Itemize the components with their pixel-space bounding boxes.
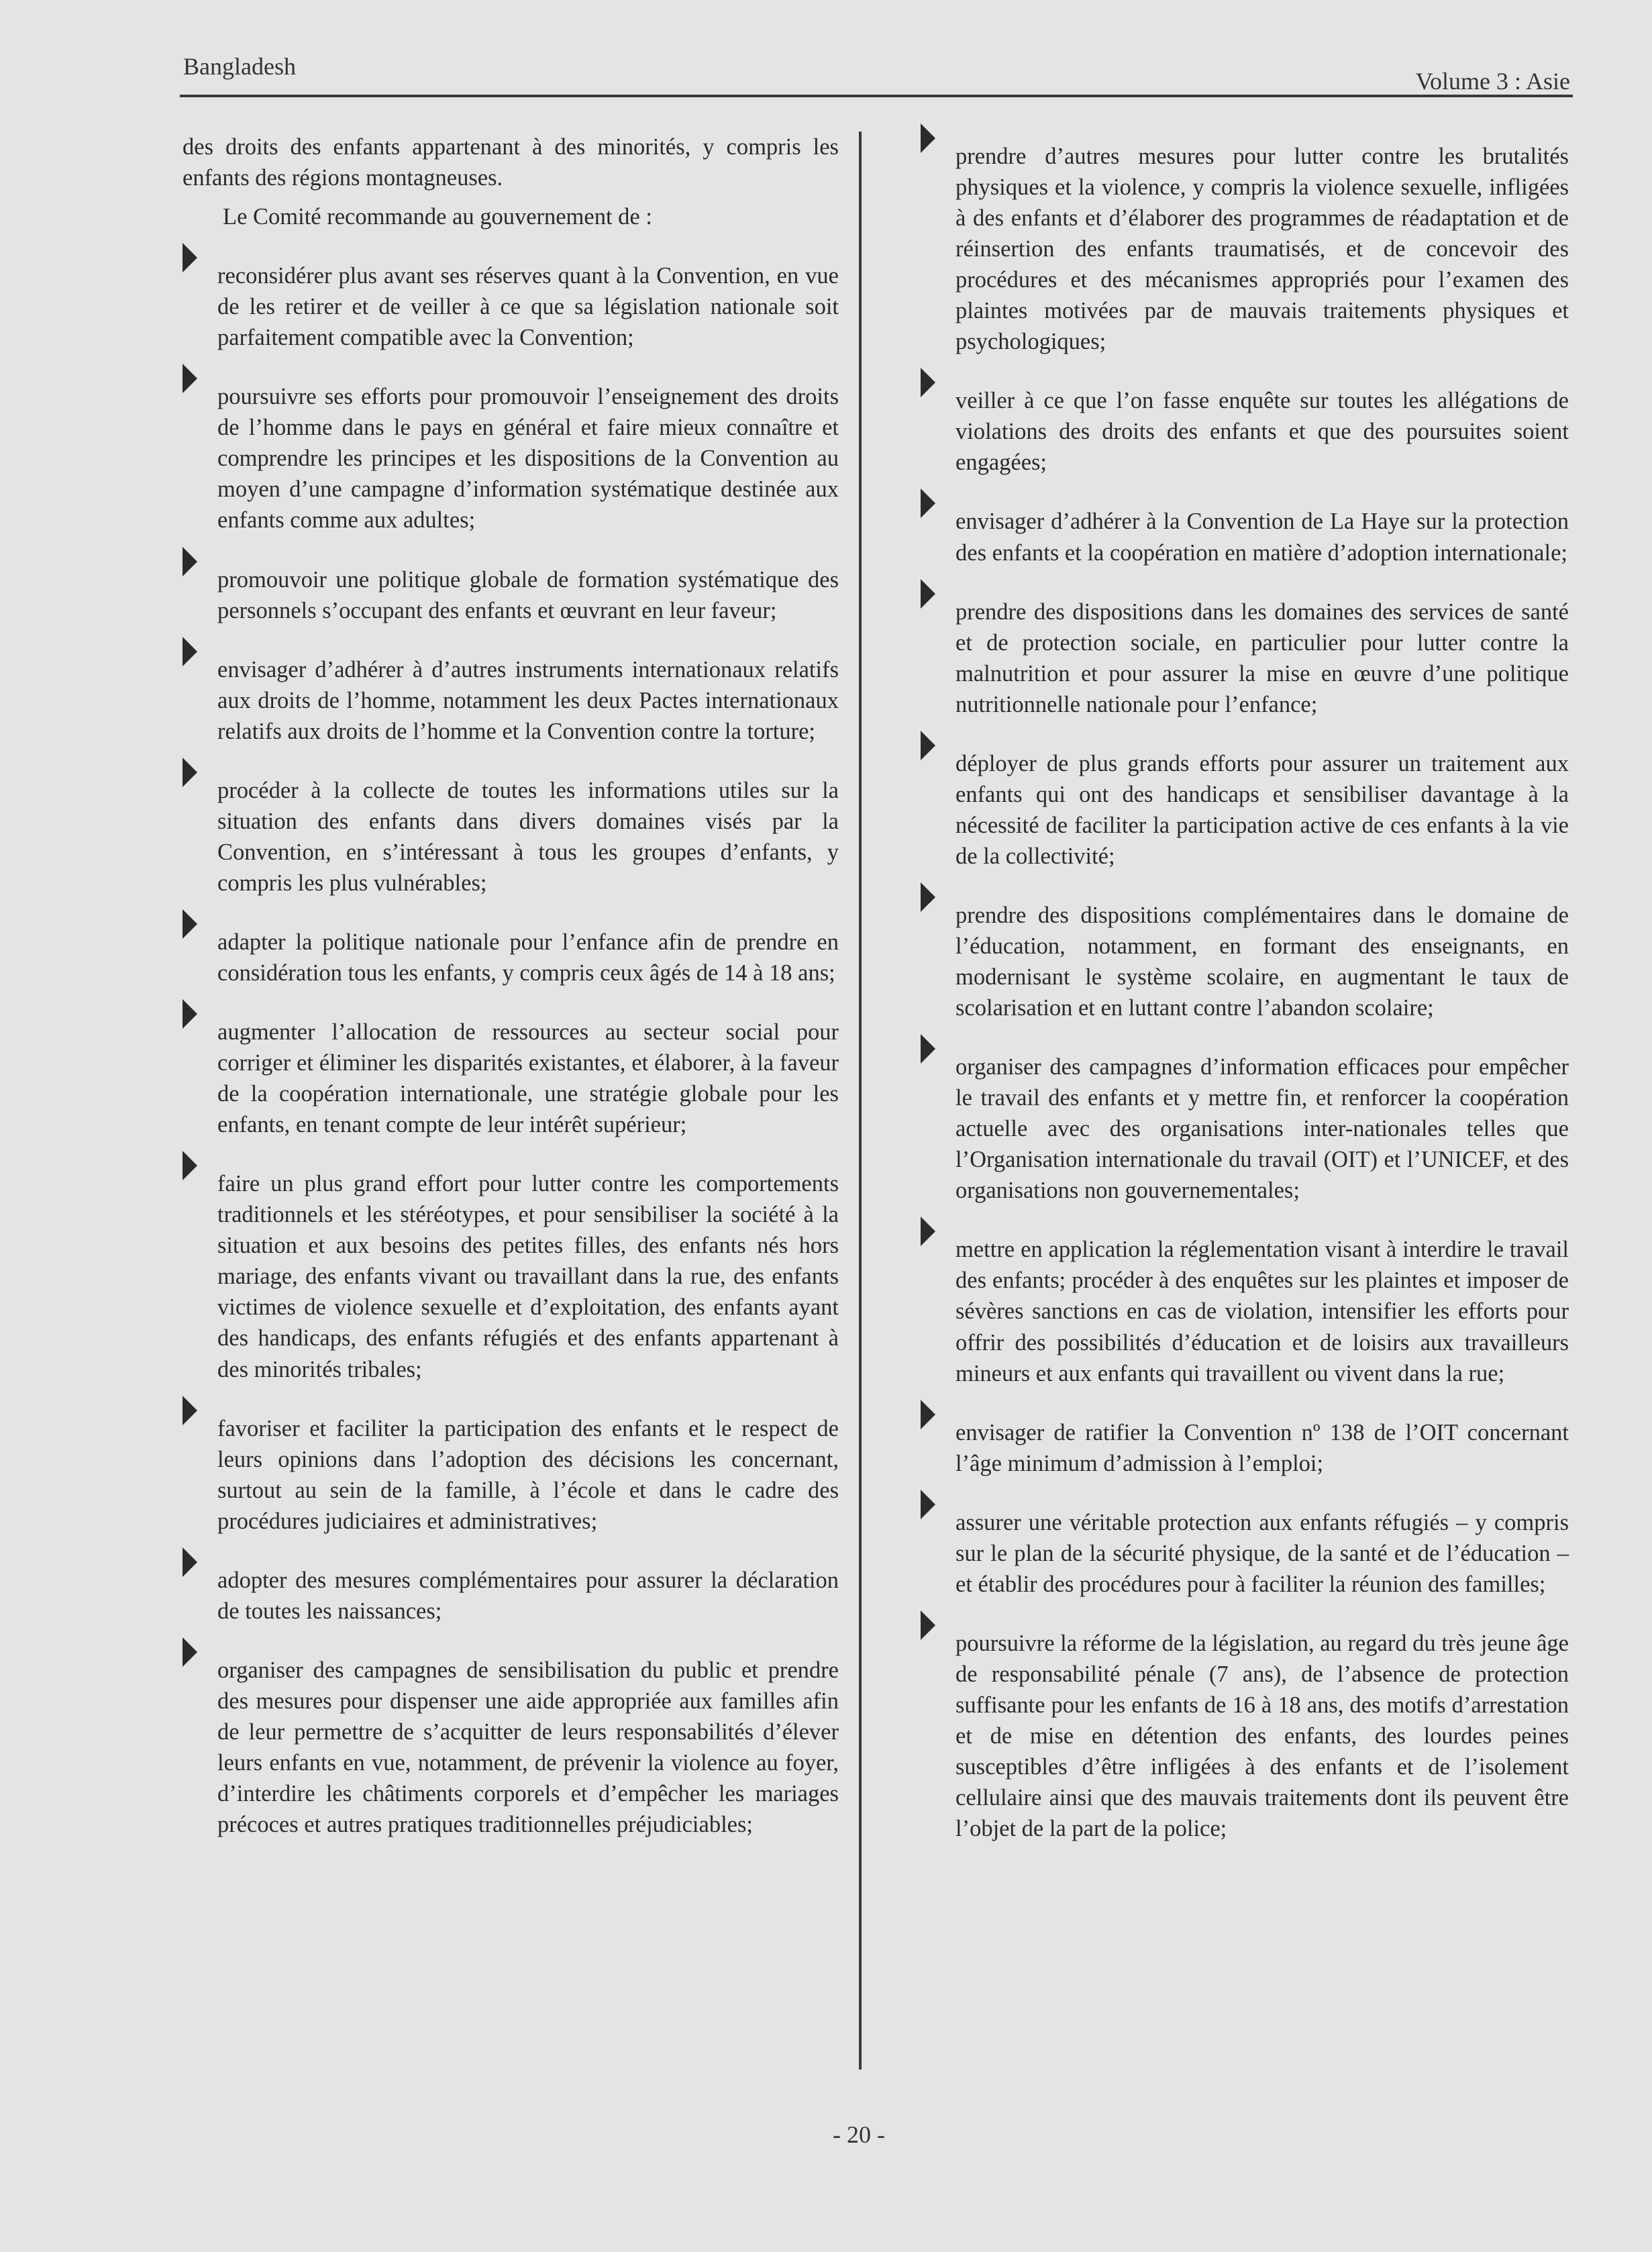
list-item-text: prendre des dispositions complémentaires dans le domaine de l’éducation, notamment, en formant des enseignants, en modernisant le système scolaire, en augmentant le taux de scolarisation et en luttant contre l’abandon scolaire; (956, 902, 1569, 1021)
triangle-bullet-icon (921, 1490, 935, 1519)
column-divider (859, 132, 862, 2069)
list-item (183, 1168, 839, 1384)
list-item (921, 141, 1569, 357)
list-item (183, 381, 839, 535)
list-item (921, 385, 1569, 478)
list-item (921, 748, 1569, 872)
list-item-text: envisager d’adhérer à d’autres instruments internationaux relatifs aux droits de l’homme, notamment les deux Pactes internationaux relatifs aux droits de l’homme et la Convention contre la torture; (217, 656, 839, 744)
triangle-bullet-icon (183, 999, 197, 1029)
triangle-bullet-icon (921, 489, 935, 518)
list-item (183, 1655, 839, 1840)
triangle-bullet-icon (183, 547, 197, 576)
list-item (183, 1017, 839, 1140)
triangle-bullet-icon (921, 368, 935, 397)
list-item-text: poursuivre la réforme de la législation, au regard du très jeune âge de responsabilité pénale (7 ans), de l’absence de protection suffisante pour les enfants de 16 à 18 ans, des motifs d’arrestation et de mise en détention des enfants, des lourdes peines susceptibles d’être infligées à des enfants et de l’isolement cellulaire ainsi que des mauvais traitements dont ils peuvent être l’objet de la part de la police; (956, 1630, 1569, 1842)
list-item (921, 900, 1569, 1023)
list-item (183, 927, 839, 988)
list-item-text: procéder à la collecte de toutes les informations utiles sur la situation des enfants dans divers domaines visés par la Convention, en s’intéressant à tous les groupes d’enfants, y compris les plus vulnérables; (217, 777, 839, 896)
triangle-bullet-icon (921, 1217, 935, 1246)
list-item-text: envisager d’adhérer à la Convention de La Haye sur la protection des enfants et la coopération en matière d’adoption internationale; (956, 509, 1569, 566)
triangle-bullet-icon (183, 1151, 197, 1180)
triangle-bullet-icon (183, 758, 197, 787)
triangle-bullet-icon (183, 1547, 197, 1577)
list-item-text: déployer de plus grands efforts pour assurer un traitement aux enfants qui ont des handicaps et sensibiliser davantage à la nécessité de faciliter la participation active de ces enfants à la vie de la collectivité; (956, 750, 1569, 869)
triangle-bullet-icon (921, 579, 935, 609)
list-item-text: prendre d’autres mesures pour lutter contre les brutalités physiques et la violence, y compris la violence sexuelle, infligées à des enfants et d’élaborer des programmes de réadaptation et de réinsertion des enfants traumatisés, et de concevoir des procédures et des mécanismes appropriés pour l’examen des plaintes motivées par de mauvais traitements physiques et psychologiques; (956, 144, 1569, 355)
header-country: Bangladesh (183, 53, 296, 80)
list-item-text: mettre en application la réglementation visant à interdire le travail des enfants; procéder à des enquêtes sur les plaintes et imposer de sévères sanctions en cas de violation, intensifier les efforts pour offrir des possibilités d’éducation et de loisirs aux travailleurs mineurs et aux enfants qui travaillent ou vivent dans la rue; (956, 1237, 1569, 1386)
list-item-text: poursuivre ses efforts pour promouvoir l’enseignement des droits de l’homme dans le pays en général et faire mieux connaître et comprendre les principes et les dispositions de la Convention au moyen d’une campagne d’information systématique destinée aux enfants comme aux adultes; (217, 384, 839, 533)
list-item (921, 506, 1569, 568)
list-item (183, 654, 839, 747)
list-item (921, 1628, 1569, 1844)
list-item (921, 597, 1569, 720)
triangle-bullet-icon (921, 1034, 935, 1064)
triangle-bullet-icon (921, 1400, 935, 1429)
list-item-text: organiser des campagnes d’information efficaces pour empêcher le travail des enfants et y mettre fin, et renforcer la coopération actuelle avec des organisations inter-nationales telles que l’Organisation internationale du travail (OIT) et l’UNICEF, et des organisations non gouvernementales; (956, 1054, 1569, 1204)
list-item-text: veiller à ce que l’on fasse enquête sur toutes les allégations de violations des droits des enfants et que des poursuites soient engagées; (956, 388, 1569, 476)
triangle-bullet-icon (183, 364, 197, 393)
list-item-text: faire un plus grand effort pour lutter contre les comportements traditionnels et les stéréotypes, et pour sensibiliser la société à la situation et aux besoins des petites filles, des enfants nés hors mariage, des enfants vivant ou travaillant dans la rue, des enfants victimes de violence sexuelle et d’exploitation, des enfants ayant des handicaps, des enfants réfugiés et des enfants appartenant à des minorités tribales; (217, 1171, 839, 1382)
list-item-text: envisager de ratifier la Convention nº 138 de l’OIT concernant l’âge minimum d’admission à l’emploi; (956, 1419, 1569, 1476)
list-item-text: reconsidérer plus avant ses réserves quant à la Convention, en vue de les retirer et de veiller à ce que sa législation nationale soit parfaitement compatible avec la Convention; (217, 263, 839, 351)
list-item (921, 1052, 1569, 1206)
list-item-text: organiser des campagnes de sensibilisation du public et prendre des mesures pour dispenser une aide appropriée aux familles afin de leur permettre de s’acquitter de leurs responsabilités d’élever leurs enfants en vue, notamment, de prévenir la violence au foyer, d’interdire les châtiments corporels et d’empêcher les mariages précoces et autres pratiques traditionnelles préjudiciables; (217, 1657, 839, 1838)
intro-paragraph: Le Comité recommande au gouvernement de : (223, 204, 652, 230)
triangle-bullet-icon (921, 123, 935, 153)
triangle-bullet-icon (183, 909, 197, 939)
list-item-text: assurer une véritable protection aux enfants réfugiés – y compris sur le plan de la sécurité physique, de la santé et de l’éducation – et établir des procédures pour à faciliter la réunion des familles; (956, 1509, 1569, 1597)
triangle-bullet-icon (183, 637, 197, 666)
list-item (183, 260, 839, 353)
list-item-text: adopter des mesures complémentaires pour assurer la déclaration de toutes les naissances; (217, 1567, 839, 1624)
list-item-text: adapter la politique nationale pour l’enfance afin de prendre en considération tous les enfants, y compris ceux âgés de 14 à 18 ans; (217, 929, 839, 986)
triangle-bullet-icon (921, 1610, 935, 1640)
right-column (921, 132, 1569, 1844)
page-number: - 20 - (833, 2121, 885, 2148)
list-item (183, 564, 839, 626)
list-item-text: prendre des dispositions dans les domaines des services de santé et de protection sociale, en particulier pour lutter contre la malnutrition et pour assurer la mise en œuvre d’une politique nutritionnelle nationale pour l’enfance; (956, 599, 1569, 717)
triangle-bullet-icon (921, 731, 935, 760)
list-item (183, 1413, 839, 1537)
list-item (921, 1507, 1569, 1600)
list-item-text: favoriser et faciliter la participation des enfants et le respect de leurs opinions dans l’adoption des décisions les concernant, surtout au sein de la famille, à l’école et dans le cadre des procédures judiciaires et administratives; (217, 1415, 839, 1534)
triangle-bullet-icon (183, 243, 197, 272)
left-column (183, 132, 839, 1840)
list-item (921, 1417, 1569, 1479)
triangle-bullet-icon (921, 882, 935, 912)
list-item (921, 1234, 1569, 1388)
list-item-text: augmenter l’allocation de ressources au secteur social pour corriger et éliminer les disparités existantes, et élaborer, à la faveur de la coopération internationale, une stratégie globale pour les enfants, en tenant compte de leur intérêt supérieur; (217, 1019, 839, 1138)
triangle-bullet-icon (183, 1637, 197, 1667)
continuation-paragraph: des droits des enfants appartenant à des minorités, y compris les enfants des régions montagneuses. (183, 134, 839, 191)
list-item (183, 1565, 839, 1627)
triangle-bullet-icon (183, 1396, 197, 1425)
header-rule (180, 95, 1573, 97)
header-volume: Volume 3 : Asie (1415, 68, 1570, 95)
list-item (183, 775, 839, 899)
list-item-text: promouvoir une politique globale de formation systématique des personnels s’occupant des enfants et œuvrant en leur faveur; (217, 566, 839, 623)
